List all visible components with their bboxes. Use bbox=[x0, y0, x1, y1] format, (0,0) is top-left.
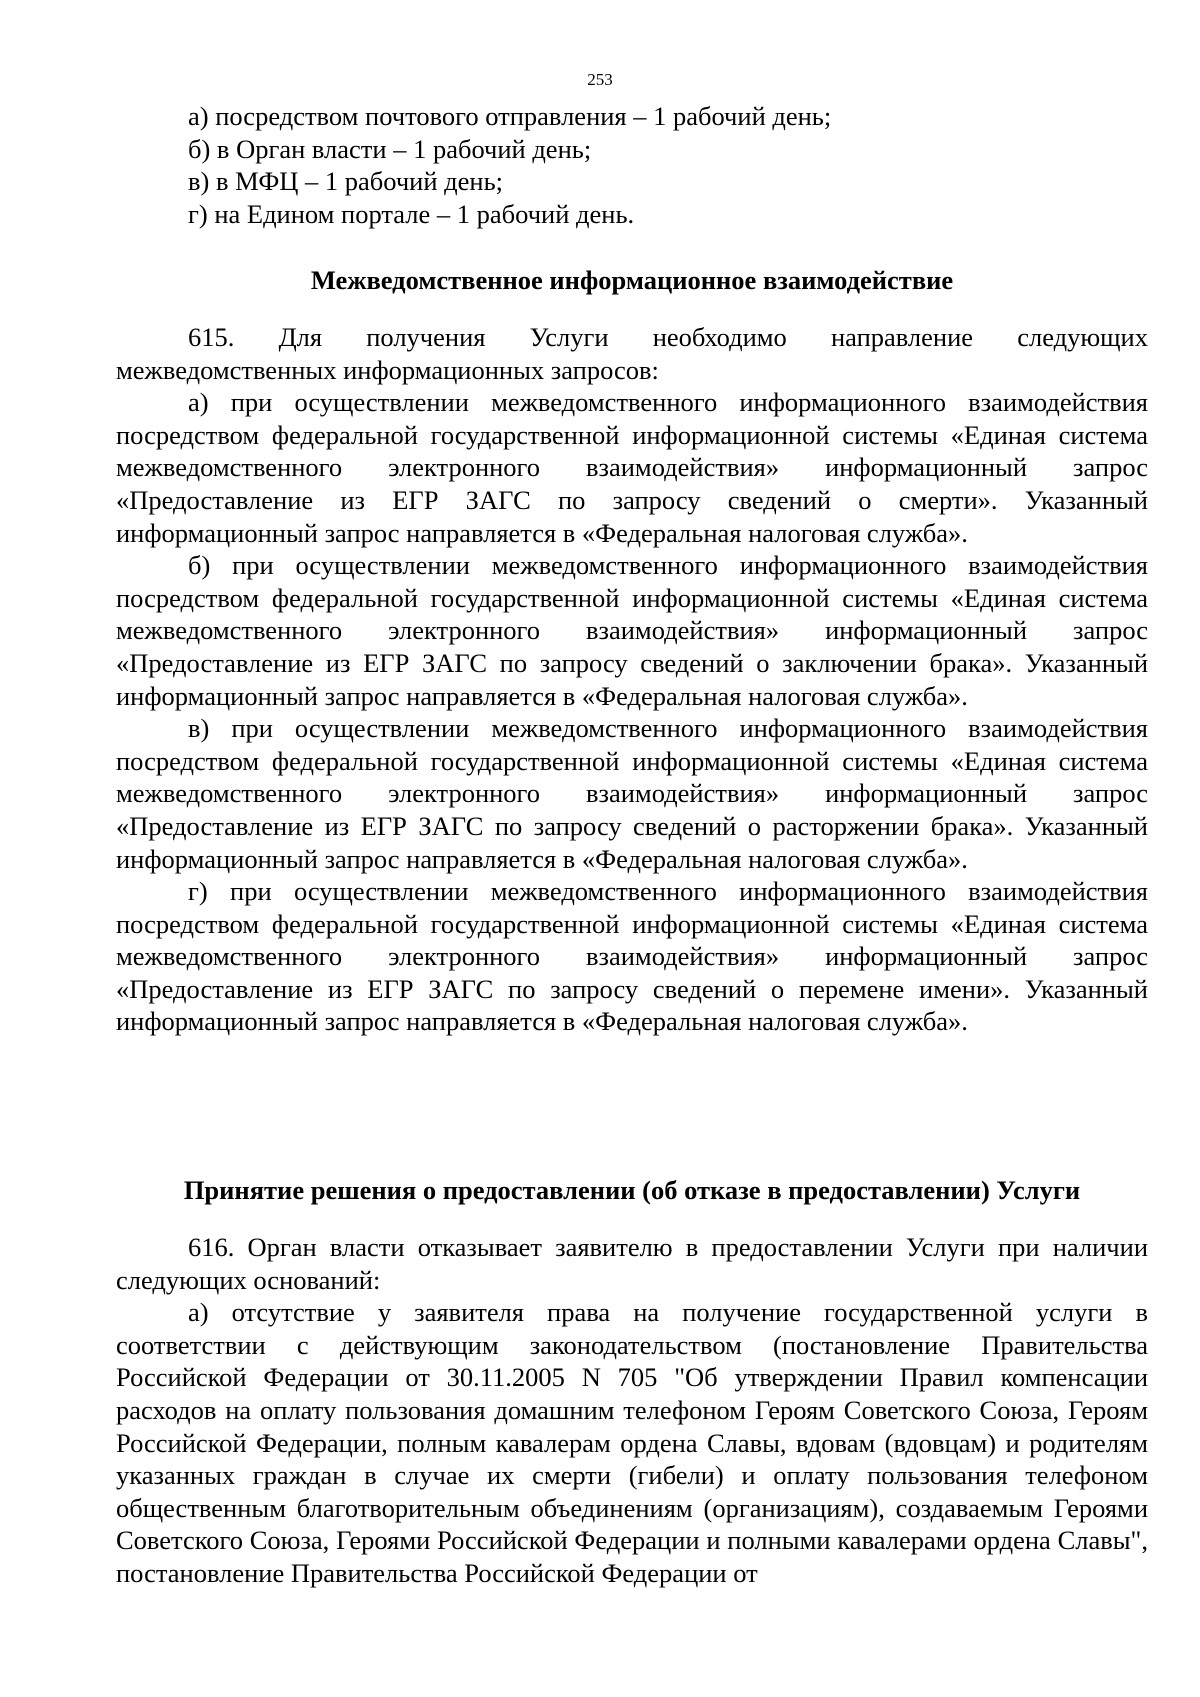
page-number: 253 bbox=[587, 70, 613, 89]
paragraph-615: 615. Для получения Услуги необходимо направление следующих межведомственных информационных запросов: bbox=[116, 322, 1148, 385]
section-body-interagency bbox=[116, 321, 1148, 1038]
list-item: а) посредством почтового отправления – 1 рабочий день; bbox=[188, 101, 832, 131]
section-heading-decision: Принятие решения о предоставлении (об отказе в предоставлении) Услуги bbox=[183, 1175, 1081, 1205]
delivery-terms-list bbox=[116, 100, 1148, 230]
list-item: б) в Орган власти – 1 рабочий день; bbox=[188, 133, 592, 164]
paragraph-615-c: в) при осуществлении межведомственного информационного взаимодействия посредством федеральной государственной информационной системы «Единая система межведомственного электронного взаимодействия» информационный запрос «Предоставление из ЕГР ЗАГС по запросу сведений о расторжении брака». Указанный информационный запрос направляется в «Федеральная налоговая служба». bbox=[116, 713, 1148, 874]
paragraph-615-b: б) при осуществлении межведомственного информационного взаимодействия посредством федеральной государственной информационной системы «Единая система межведомственного электронного взаимодействия» информационный запрос «Предоставление из ЕГР ЗАГС по запросу сведений о заключении брака». Указанный информационный запрос направляется в «Федеральная налоговая служба». bbox=[116, 550, 1148, 711]
paragraph-616: 616. Орган власти отказывает заявителю в предоставлении Услуги при наличии следующих оснований: bbox=[116, 1232, 1148, 1295]
section-heading-interagency: Межведомственное информационное взаимодействие bbox=[310, 265, 954, 295]
list-item: г) на Едином портале – 1 рабочий день. bbox=[188, 198, 635, 229]
paragraph-616-a: а) отсутствие у заявителя права на получение государственной услуги в соответствии с действующим законодательством (постановление Правительства Российской Федерации от 30.11.2005 N 705 "Об утверждении Правил компенсации расходов на оплату пользования домашним телефоном Героям Советского Союза, Героям Российской Федерации, полным кавалерам ордена Славы, вдовам (вдовцам) и родителям указанных граждан в случае их смерти (гибели) и оплату пользования телефоном общественным благотворительным объединениям (организациям), создаваемым Героями Советского Союза, Героями Российской Федерации и полными кавалерами ордена Славы", постановление Правительства Российской Федерации от bbox=[116, 1297, 1148, 1588]
list-item: в) в МФЦ – 1 рабочий день; bbox=[188, 166, 504, 197]
paragraph-615-d: г) при осуществлении межведомственного информационного взаимодействия посредством федеральной государственной информационной системы «Единая система межведомственного электронного взаимодействия» информационный запрос «Предоставление из ЕГР ЗАГС по запросу сведений о перемене имени». Указанный информационный запрос направляется в «Федеральная налоговая служба». bbox=[116, 876, 1148, 1037]
paragraph-615-a: а) при осуществлении межведомственного информационного взаимодействия посредством федеральной государственной информационной системы «Единая система межведомственного электронного взаимодействия» информационный запрос «Предоставление из ЕГР ЗАГС по запросу сведений о смерти». Указанный информационный запрос направляется в «Федеральная налоговая служба». bbox=[116, 387, 1148, 548]
section-body-decision bbox=[116, 1231, 1148, 1590]
